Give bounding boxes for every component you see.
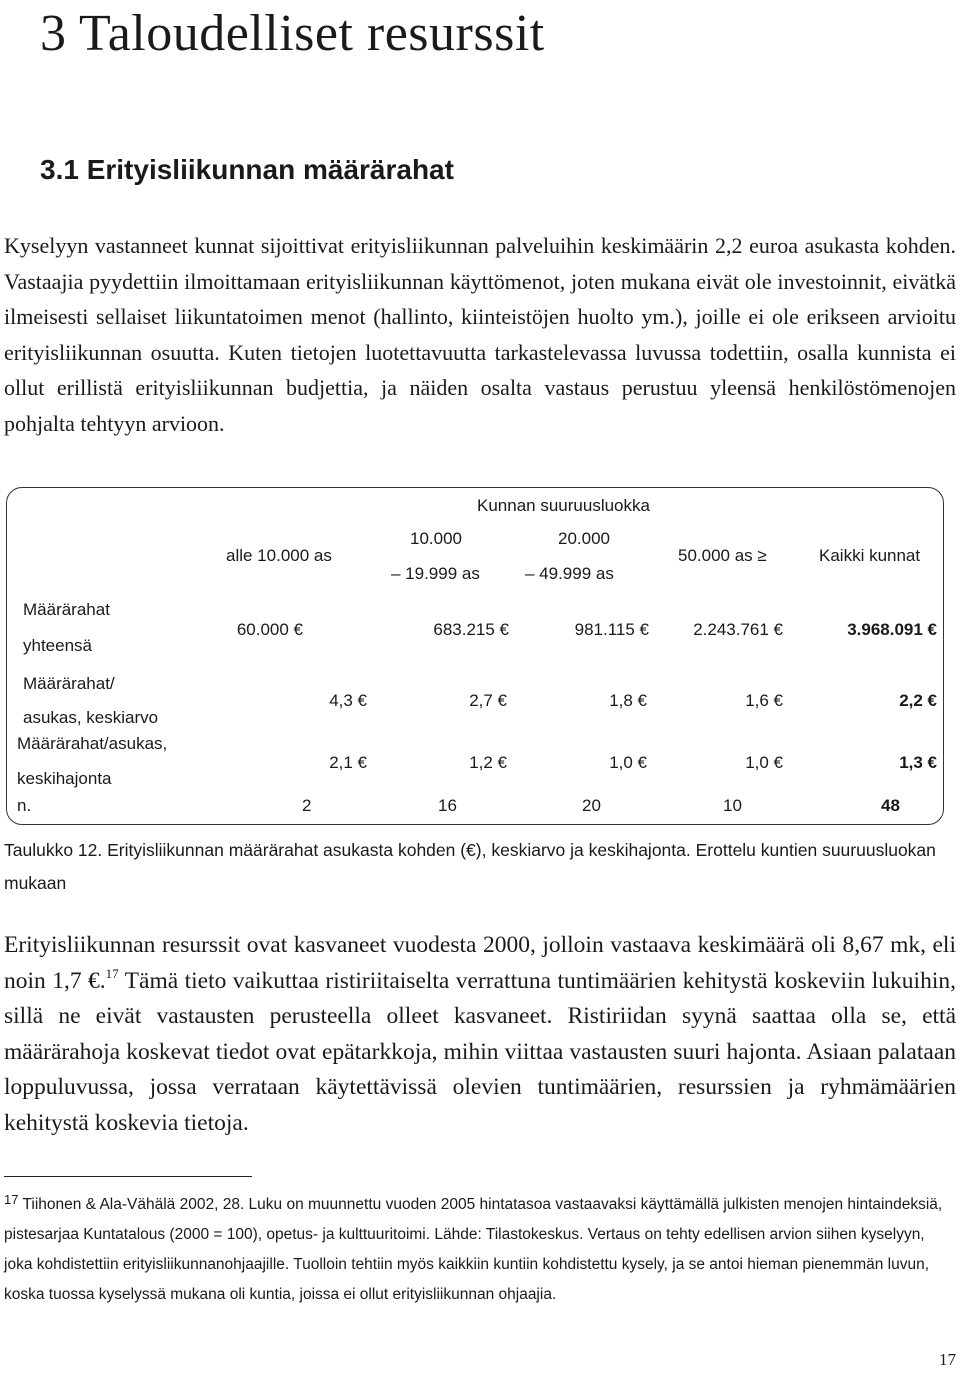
- column-header: – 49.999 as: [525, 564, 614, 583]
- row-label: Määrärahat/asukas,: [17, 734, 168, 753]
- table-cell: 2: [302, 796, 312, 815]
- row-label: Määrärahat/: [23, 674, 115, 693]
- table-cell: 1,2 €: [469, 753, 507, 772]
- column-header: 10.000: [410, 529, 462, 548]
- table-cell: 1,6 €: [745, 691, 783, 710]
- table-cell: 2,1 €: [329, 753, 367, 772]
- column-header: alle 10.000 as: [226, 546, 332, 565]
- column-header: 50.000 as ≥: [678, 546, 767, 565]
- column-header: 20.000: [558, 529, 610, 548]
- footnote-text: Tiihonen & Ala-Vähälä 2002, 28. Luku on muunnettu vuoden 2005 hintatasoa vastaavaksi käyttämällä julkisten menojen hintaindeksiä, pistesarjaa Kuntatalous (2000 = 100), opetus- ja kulttuuritoimi. Lähde: Tilastokeskus. Vertaus on tehty edellisen arvion siihen kyselyyn, joka kohdistettiin erityisliikunnanohjaajille. Tuolloin tehtiin myös kaikkiin kuntiin kohdistettu kysely, ja se antoi hieman pienemmän luvun, koska tuossa kyselyssä mukana oli kuntia, joissa ei ollut erityisliikunnan ohjaajia.: [4, 1196, 943, 1303]
- footnote-reference[interactable]: 17: [105, 965, 119, 981]
- row-label: Määrärahat: [23, 600, 110, 619]
- page-number: 17: [939, 1350, 956, 1369]
- row-label: asukas, keskiarvo: [23, 708, 159, 727]
- table-cell: 60.000 €: [236, 620, 303, 639]
- body-paragraph-1: Kyselyyn vastanneet kunnat sijoittivat erityisliikunnan palveluihin keskimäärin 2,2 euroa asukasta kohden. Vastaajia pyydettiin ilmoittamaan erityisliikunnan käyttömenot, joten mukana eivät ole investoinnit, eivätkä ilmeisesti sellaiset liikuntatoimen menot (hallinto, kiinteistöjen huolto ym.), joille ei ole erikseen arvioitu erityisliikunnan osuutta. Kuten tietojen luotettavuutta tarkastelevassa luvussa todettiin, osalla kunnista ei ollut erillistä erityisliikunnan budjettia, ja näiden osalta vastaus perustuu yleensä henkilöstömenojen pohjalta tehtyyn arvioon.: [4, 233, 956, 436]
- table-cell: 2.243.761 €: [693, 620, 783, 639]
- footnote: [4, 1190, 956, 1310]
- footnote-number: 17: [4, 1192, 19, 1207]
- table-cell: 20: [582, 796, 601, 815]
- column-header: Kaikki kunnat: [819, 546, 921, 565]
- table-cell: 1,3 €: [899, 753, 937, 772]
- column-header: – 19.999 as: [391, 564, 480, 583]
- footnote-divider: [4, 1176, 252, 1177]
- section-heading: 3.1 Erityisliikunnan määrärahat: [40, 154, 454, 185]
- body-paragraph-2: [4, 928, 956, 1141]
- table-group-header: Kunnan suuruusluokka: [477, 496, 650, 515]
- table-cell: 1,0 €: [745, 753, 783, 772]
- table-cell: 48: [881, 796, 900, 815]
- table-cell: 2,2 €: [899, 691, 937, 710]
- paragraph-text: Tämä tieto vaikuttaa ristiriitaiselta verrattuna tuntimäärien kehitystä koskeviin lukuihin, sillä ne eivät vastausten perusteella olleet kasvaneet. Ristiriidan syynä saattaa olla se, että määrärahoja koskevat tiedot ovat epätarkkoja, mihin viittaa vastausten suuri hajonta. Asiaan palataan loppuluvussa, jossa verrataan käytettävissä olevien tuntimäärien, resurssien ja ryhmämäärien kehitystä koskevia tietoja.: [4, 967, 956, 1136]
- table-cell: 2,7 €: [469, 691, 507, 710]
- row-label: keskihajonta: [17, 769, 112, 788]
- row-label: yhteensä: [23, 636, 92, 655]
- table-cell: 1,0 €: [609, 753, 647, 772]
- table-cell: 3.968.091 €: [847, 620, 937, 639]
- table-cell: 4,3 €: [329, 691, 367, 710]
- table-cell: 981.115 €: [574, 620, 649, 639]
- table-cell: 10: [723, 796, 742, 815]
- row-label: n.: [17, 796, 32, 815]
- table-cell: 16: [438, 796, 457, 815]
- paragraph-text: Erityisliikunnan resurssit ovat kasvaneet vuodesta 2000, jolloin vastaava keskimäärä oli 8,67 mk, eli noin 1,7 €.: [4, 932, 956, 994]
- chapter-title: 3 Taloudelliset resurssit: [40, 5, 545, 62]
- allocation-table: [6, 487, 944, 825]
- table-caption: Taulukko 12. Erityisliikunnan määrärahat asukasta kohden (€), keskiarvo ja keskihajonta. Erottelu kuntien suuruusluokan mukaan: [4, 840, 936, 893]
- table-cell: 1,8 €: [609, 691, 647, 710]
- table-cell: 683.215 €: [433, 620, 509, 639]
